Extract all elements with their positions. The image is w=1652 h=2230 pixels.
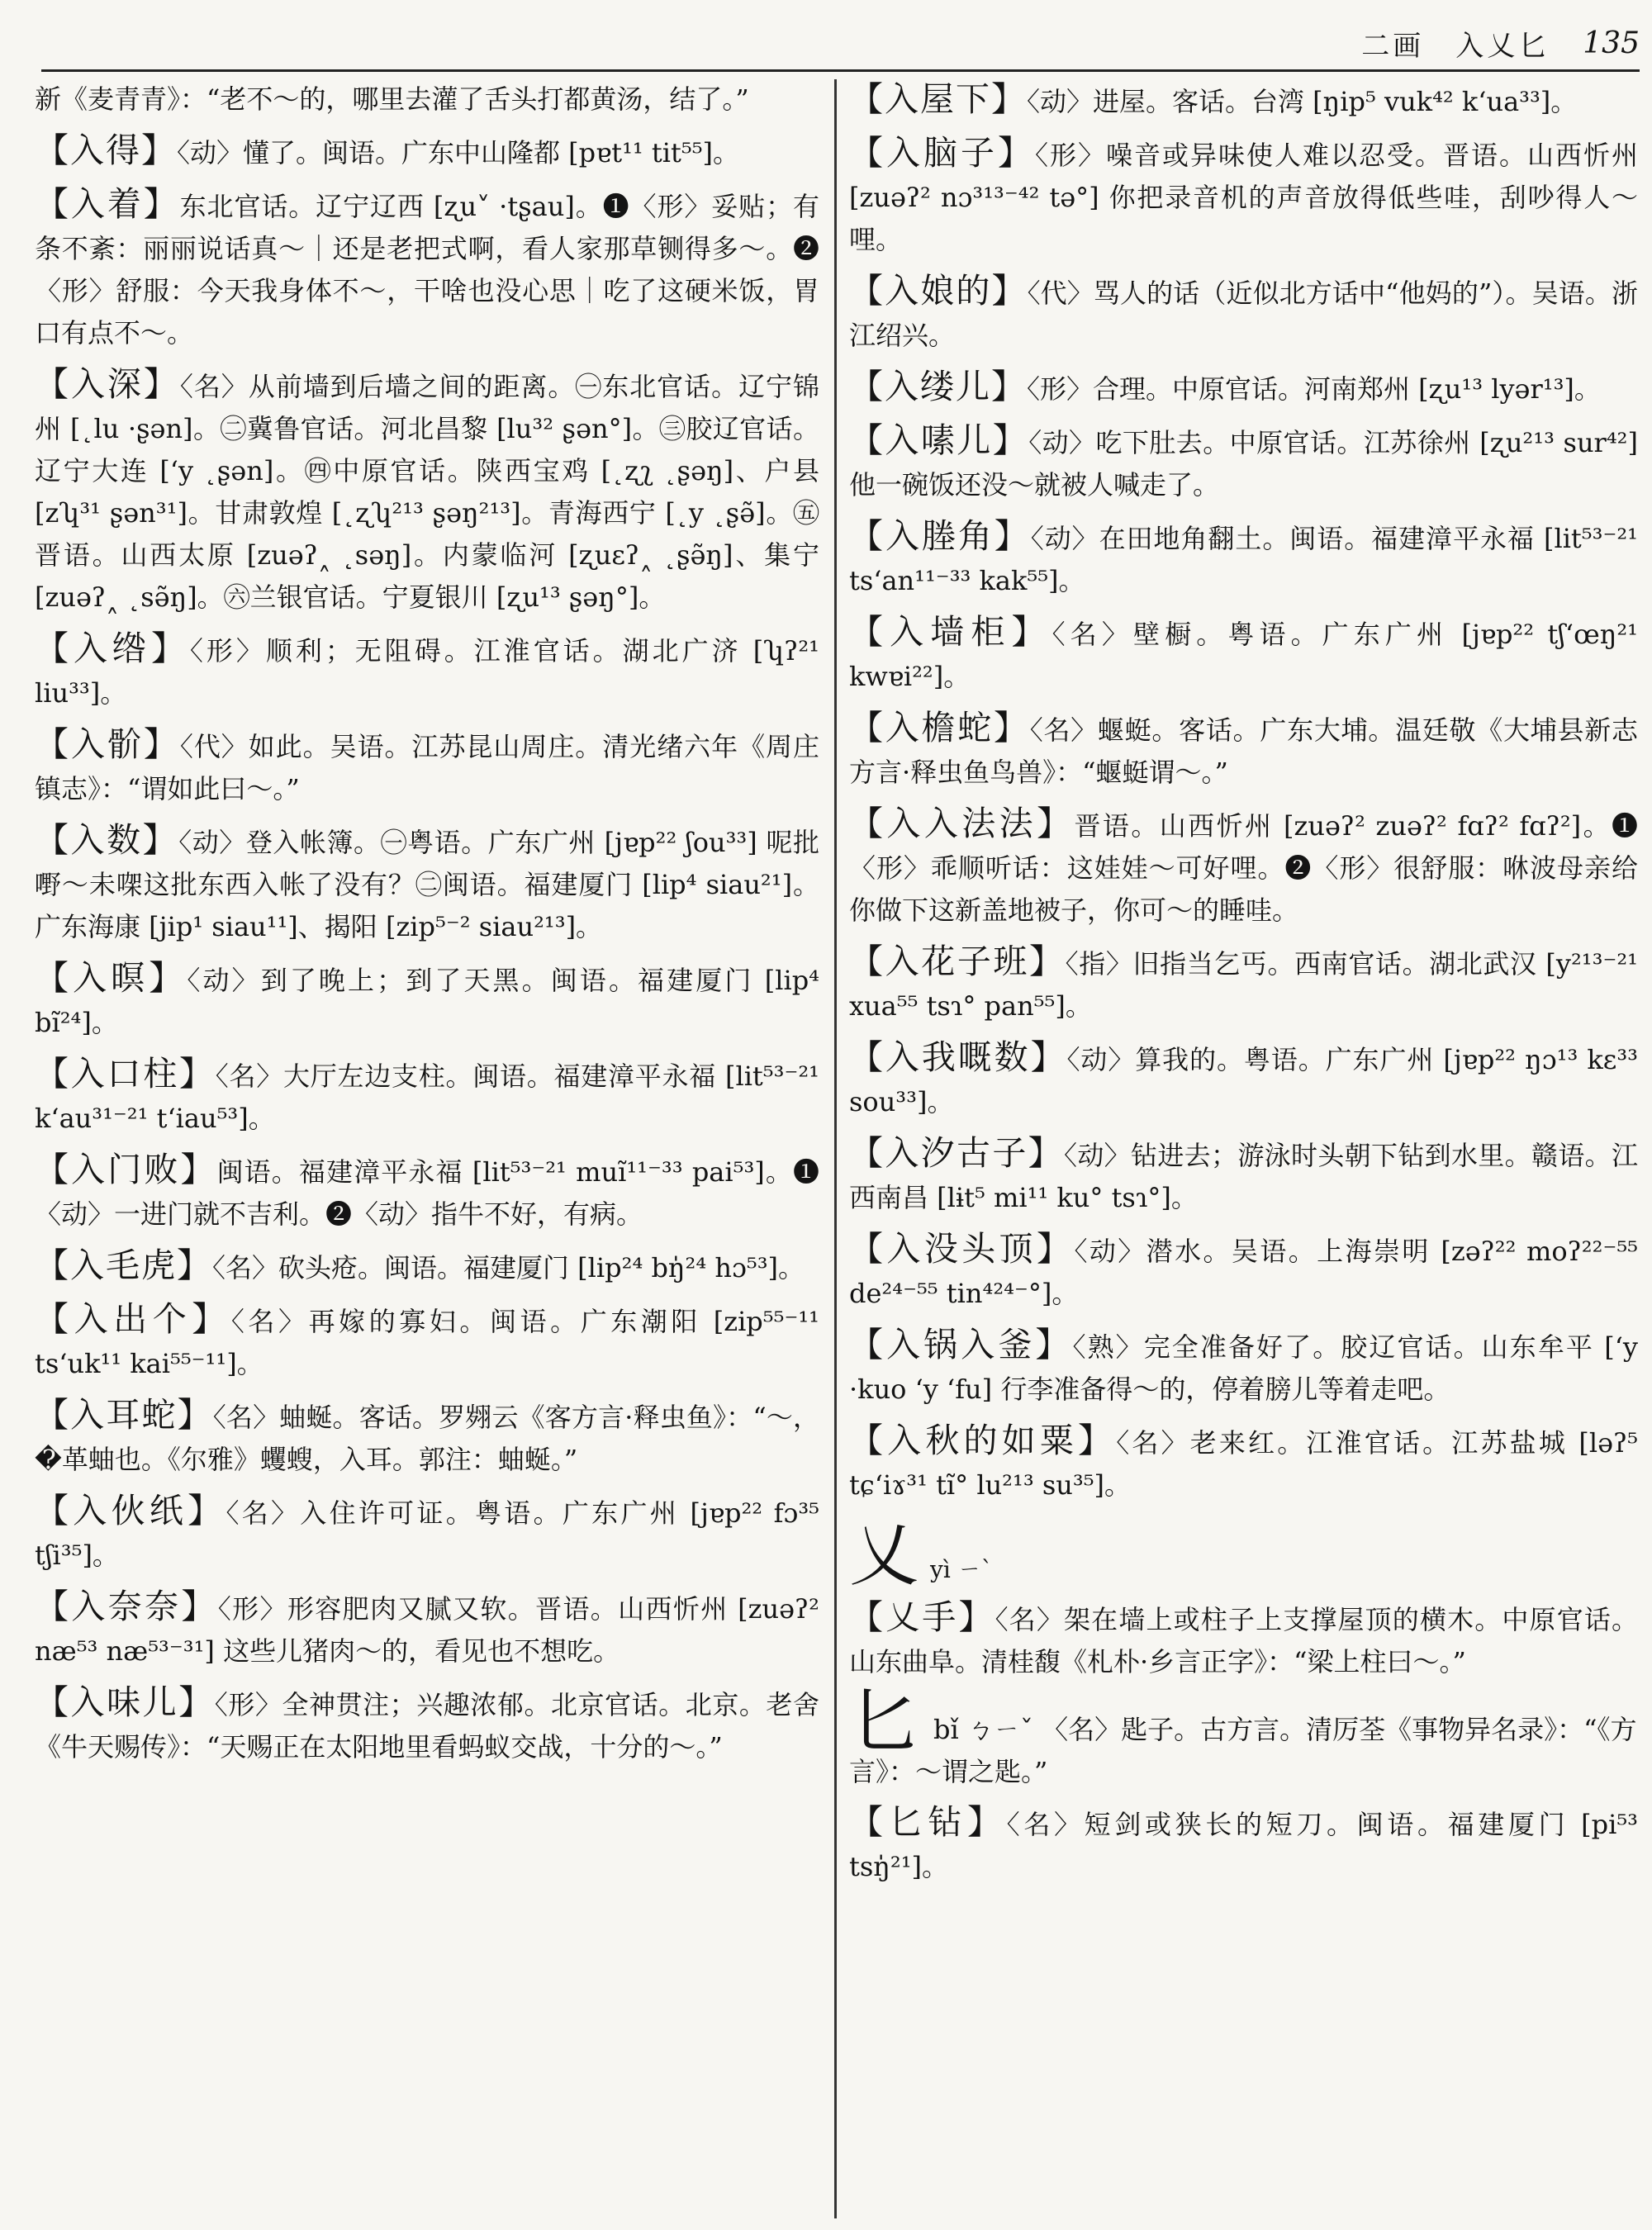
headword: 【入没头顶】 bbox=[849, 1229, 1075, 1269]
dictionary-entry: 新《麦青青》：“老不～的，哪里去灌了舌头打都黄汤，结了。” bbox=[35, 83, 749, 115]
character-heading bbox=[849, 1515, 1638, 1596]
pronunciation: yì ㄧˋ bbox=[930, 1556, 993, 1583]
dictionary-entry: 【入汐古子】〈动〉钻进去；游泳时头朝下钻到水里。赣语。江西南昌 [lɨt⁵ mi¹¹ ku° tsɿ°]。 bbox=[849, 1133, 1638, 1213]
dictionary-entry: 【入娘的】〈代〉骂人的话（近似北方话中“他妈的”）。吴语。浙江绍兴。 bbox=[849, 271, 1638, 351]
dictionary-entry: 【匕钻】〈名〉短剑或狭长的短刀。闽语。福建厦门 [pi⁵³ tsŋ̍²¹]。 bbox=[849, 1802, 1638, 1882]
dictionary-entry: 【乂手】〈名〉架在墙上或柱子上支撑屋顶的横木。中原官话。山东曲阜。清桂馥《札朴·乡言正字》：“梁上柱曰～。” bbox=[849, 1597, 1638, 1677]
dictionary-entry: 【入墙柜】〈名〉壁橱。粤语。广东广州 [jɐp²² tʃʻœŋ²¹ kwɐi²²]。 bbox=[849, 612, 1638, 692]
column-divider bbox=[834, 79, 837, 2218]
headword: 【入汐古子】 bbox=[849, 1133, 1064, 1173]
headword: 【乂手】 bbox=[849, 1597, 995, 1637]
dictionary-entry: 【入入法法】晋语。山西忻州 [zuəʔ² zuəʔ² fɑʔ² fɑʔ²]。❶〈形〉乖顺听话：这娃娃～可好哩。❷〈形〉很舒服：咻波母亲给你做下这新盖地被子，你可～的睡哇。 bbox=[849, 804, 1638, 926]
dictionary-entry: 【入锅入釜】〈熟〉完全准备好了。胶辽官话。山东牟平 [ʻy ·kuo ʻy ʻfu] 行李准备得～的，停着膀儿等着走吧。 bbox=[849, 1325, 1638, 1405]
dictionary-entry: 【入深】〈名〉从前墙到后墙之间的距离。㊀东北官话。辽宁锦州 [˛lu ·ʂən]。㊁冀鲁官话。河北昌黎 [lu³² ʂən°]。㊂胶辽官话。辽宁大连 [ʻy ˛ʂən]。㊃中原官话。陕西宝鸡 [˛ʐʅ ˛ʂəŋ]、户县 [zʮ³¹ ʂən³¹]。甘肃敦煌 [˛ʐʮ²¹³ ʂəŋ²¹³]。青海西宁 [˛y ˛ʂə̃]。㊄晋语。山西太原 [zuəʔ˰ ˛səŋ]。内蒙临河 [ʐuɛʔ˰ ˛ʂə̃ŋ]、集宁 [zuəʔ˰ ˛sə̃ŋ]。㊅兰银官话。宁夏银川 [ʐu¹³ ʂəŋ°]。 bbox=[35, 364, 819, 613]
dictionary-entry: 【入秋的如粟】〈名〉老来红。江淮官话。江苏盐城 [ləʔ⁵ tɕʻiɤ³¹ tĩ° lu²¹³ su³⁵]。 bbox=[849, 1421, 1638, 1501]
dictionary-entry: 【入毛虎】〈名〉砍头疮。闽语。福建厦门 [lip²⁴ bŋ̍²⁴ hɔ⁵³]。 bbox=[35, 1245, 805, 1285]
head-character: 匕 bbox=[849, 1681, 919, 1762]
dictionary-entry: 【入伙纸】〈名〉入住许可证。粤语。广东广州 [jɐp²² fɔ³⁵ tʃi³⁵]。 bbox=[35, 1491, 819, 1571]
dictionary-entry: 【入着】东北官话。辽宁辽西 [ʐu˅ ·tʂau]。❶〈形〉妥贴；有条不紊：丽丽说话真～｜还是老把式啊，看人家那草铡得多～。❷〈形〉舒服：今天我身体不～，干啥也没心思｜吃了这硬米饭，胃口有点不～。 bbox=[35, 184, 819, 349]
headword: 【入出个】 bbox=[35, 1299, 231, 1339]
headword: 【入数】 bbox=[35, 820, 179, 860]
headword: 【入暝】 bbox=[35, 958, 188, 998]
headword: 【入毛虎】 bbox=[35, 1245, 212, 1285]
page-number: 135 bbox=[1583, 26, 1640, 60]
headword: 【入秋的如粟】 bbox=[849, 1421, 1117, 1460]
header-rule bbox=[41, 69, 1640, 72]
running-head bbox=[1309, 18, 1640, 68]
dictionary-entry: 【入没头顶】〈动〉潜水。吴语。上海崇明 [zəʔ²² moʔ²²⁻⁵⁵ de²⁴⁻⁵⁵ tin⁴²⁴⁻°]。 bbox=[849, 1229, 1638, 1309]
dictionary-entry: 【入门败】闽语。福建漳平永福 [lit⁵³⁻²¹ muĩ¹¹⁻³³ pai⁵³]。❶〈动〉一进门就不吉利。❷〈动〉指牛不好，有病。 bbox=[35, 1150, 819, 1230]
headword: 【入塍角】 bbox=[849, 516, 1031, 556]
right-column bbox=[849, 78, 1638, 2222]
headword: 【入墙柜】 bbox=[849, 612, 1052, 652]
dictionary-entry: 【入屋下】〈动〉进屋。客话。台湾 [ŋip⁵ vuk⁴² kʻua³³]。 bbox=[849, 79, 1578, 119]
headword: 【入锅入釜】 bbox=[849, 1325, 1073, 1364]
head-character: 乂 bbox=[849, 1515, 919, 1596]
headword: 【入味儿】 bbox=[35, 1682, 215, 1722]
dictionary-entry: 【入出个】〈名〉再嫁的寡妇。闽语。广东潮阳 [zip⁵⁵⁻¹¹ tsʻuk¹¹ kai⁵⁵⁻¹¹]。 bbox=[35, 1299, 819, 1379]
dictionary-entry: 【入味儿】〈形〉全神贯注；兴趣浓郁。北京官话。北京。老舍《牛天赐传》：“天赐正在太阳地里看蚂蚁交战，十分的～。” bbox=[35, 1682, 819, 1763]
headword: 【入深】 bbox=[35, 364, 180, 404]
dictionary-entry: 【入缕儿】〈形〉合理。中原官话。河南郑州 [ʐu¹³ lyər¹³]。 bbox=[849, 367, 1601, 406]
headword: 【入娘的】 bbox=[849, 271, 1028, 311]
character-entry: 匕bǐ ㄅㄧˇ 〈名〉匙子。古方言。清厉荃《事物异名录》：“《方言》：～谓之匙。” bbox=[849, 1681, 1637, 1787]
dictionary-entry: 【入绺】〈形〉顺利；无阻碍。江淮官话。湖北广济 [ʮʔ²¹ liu³³]。 bbox=[35, 629, 819, 709]
headword: 【入入法法】 bbox=[849, 804, 1075, 843]
headword: 【入嗉儿】 bbox=[849, 420, 1029, 460]
headword: 【入着】 bbox=[35, 184, 180, 224]
dictionary-entry: 【入我嘅数】〈动〉算我的。粤语。广东广州 [jɐp²² ŋɔ¹³ kɛ³³ sou³³]。 bbox=[849, 1037, 1638, 1117]
dictionary-entry: 【入得】〈动〉懂了。闽语。广东中山隆都 [pɐt¹¹ tit⁵⁵]。 bbox=[35, 130, 740, 170]
headword: 【入缕儿】 bbox=[849, 367, 1027, 406]
dictionary-entry: 【入奈奈】〈形〉形容肥肉又腻又软。晋语。山西忻州 [zuəʔ² næ⁵³ næ⁵³⁻³¹] 这些儿猪肉～的，看见也不想吃。 bbox=[35, 1587, 819, 1667]
headword: 【入口柱】 bbox=[35, 1054, 216, 1094]
dictionary-entry: 【入脑子】〈形〉噪音或异味使人难以忍受。晋语。山西忻州 [zuəʔ² nɔ³¹³⁻⁴² tə°] 你把录音机的声音放得低些哇，刮吵得人～哩。 bbox=[849, 133, 1638, 255]
headword: 【入脑子】 bbox=[849, 133, 1035, 173]
dictionary-entry: 【入塍角】〈动〉在田地角翻土。闽语。福建漳平永福 [lit⁵³⁻²¹ tsʻan¹¹⁻³³ kak⁵⁵]。 bbox=[849, 516, 1638, 596]
dictionary-entry: 【入口柱】〈名〉大厅左边支柱。闽语。福建漳平永福 [lit⁵³⁻²¹ kʻau³¹⁻²¹ tʻiau⁵³]。 bbox=[35, 1054, 819, 1134]
headword: 【匕钻】 bbox=[849, 1802, 1007, 1842]
left-column bbox=[35, 78, 819, 2222]
headword: 【入门败】 bbox=[35, 1150, 217, 1189]
headword: 【入檐蛇】 bbox=[849, 708, 1030, 747]
headword: 【入我嘅数】 bbox=[849, 1037, 1067, 1077]
dictionary-entry: 【入檐蛇】〈名〉蝘蜓。客话。广东大埔。温廷敬《大埔县新志方言·释虫鱼鸟兽》：“蝘蜓谓～。” bbox=[849, 708, 1638, 788]
dictionary-entry: 【入嗉儿】〈动〉吃下肚去。中原官话。江苏徐州 [ʐu²¹³ sur⁴²] 他一碗饭还没～就被人喊走了。 bbox=[849, 420, 1638, 501]
dictionary-entry: 【入耳蛇】〈名〉蚰蜒。客话。罗翙云《客方言·释虫鱼》：“～，�革蚰也。《尔雅》蠼螋，入耳。郭注：蚰蜒。” bbox=[35, 1395, 819, 1475]
headword: 【入屋下】 bbox=[849, 79, 1027, 119]
headword: 【入伙纸】 bbox=[35, 1491, 226, 1530]
headword: 【入耳蛇】 bbox=[35, 1395, 213, 1435]
section-label: 二画 入乂匕 bbox=[1361, 29, 1550, 63]
headword: 【入骱】 bbox=[35, 724, 180, 764]
dictionary-entry: 【入花子班】〈指〉旧指当乞丐。西南官话。湖北武汉 [y²¹³⁻²¹ xua⁵⁵ tsɿ° pan⁵⁵]。 bbox=[849, 942, 1638, 1022]
dictionary-entry: 【入暝】〈动〉到了晚上；到了天黑。闽语。福建厦门 [lip⁴ bĩ²⁴]。 bbox=[35, 958, 819, 1038]
headword: 【入绺】 bbox=[35, 629, 190, 668]
headword: 【入花子班】 bbox=[849, 942, 1066, 981]
headword: 【入得】 bbox=[35, 130, 177, 170]
dictionary-entry: 【入数】〈动〉登入帐簿。㊀粤语。广东广州 [jɐp²² ʃou³³] 呢批嘢～未㗎这批东西入帐了没有？㊁闽语。福建厦门 [lip⁴ siau²¹]。广东海康 [jip¹ siau¹¹]、揭阳 [zip⁵⁻² siau²¹³]。 bbox=[35, 820, 819, 942]
headword: 【入奈奈】 bbox=[35, 1587, 218, 1626]
dictionary-entry: 【入骱】〈代〉如此。吴语。江苏昆山周庄。清光绪六年《周庄镇志》：“谓如此曰～。” bbox=[35, 724, 819, 804]
